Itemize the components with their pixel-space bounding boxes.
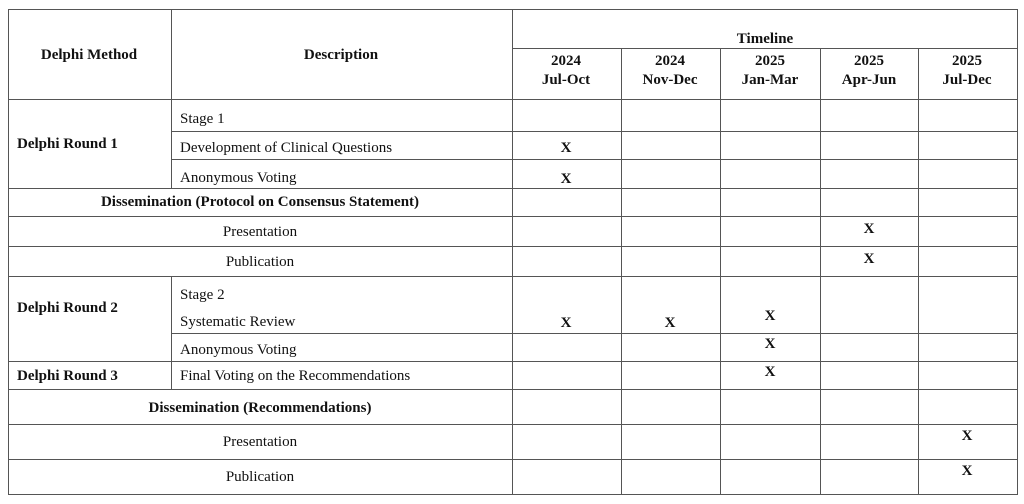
method-label: Delphi Round 3 (17, 368, 118, 384)
period-year: 2025 (755, 53, 785, 69)
period-year: 2025 (854, 53, 884, 69)
schedule-mark: X (764, 336, 776, 352)
description-label: Final Voting on the Recommendations (180, 368, 411, 384)
grid-line (8, 9, 9, 495)
grid-line (918, 48, 919, 495)
grid-line (8, 216, 1018, 217)
description-label: Stage 2 (180, 287, 225, 303)
schedule-mark: X (664, 315, 676, 331)
header-method: Delphi Method (40, 47, 138, 63)
grid-line (720, 48, 721, 495)
period-year: 2024 (551, 53, 581, 69)
description-label: Publication (225, 469, 295, 485)
grid-line (8, 9, 1018, 10)
grid-line (8, 276, 1018, 277)
description-label: Presentation (222, 224, 298, 240)
period-range: Nov-Dec (642, 72, 698, 88)
schedule-mark: X (961, 428, 973, 444)
description-label: Publication (225, 254, 295, 270)
schedule-mark: X (560, 140, 572, 156)
grid-line (171, 159, 1018, 160)
grid-line (171, 333, 1018, 334)
schedule-mark: X (863, 221, 875, 237)
grid-line (8, 246, 1018, 247)
period-year: 2025 (952, 53, 982, 69)
schedule-mark: X (560, 171, 572, 187)
description-label: Anonymous Voting (180, 342, 297, 358)
header-description: Description (303, 47, 379, 63)
schedule-mark: X (764, 364, 776, 380)
grid-line (8, 361, 1018, 362)
description-label: Anonymous Voting (180, 170, 297, 186)
header-timeline: Timeline (736, 31, 794, 47)
period-year: 2024 (655, 53, 685, 69)
dissemination-heading: Dissemination (Protocol on Consensus Statement) (100, 194, 420, 210)
period-range: Jul-Dec (942, 72, 992, 88)
grid-line (8, 459, 1018, 460)
grid-line (1017, 9, 1018, 495)
dissemination-heading: Dissemination (Recommendations) (148, 400, 372, 416)
grid-line (8, 494, 1018, 495)
period-range: Apr-Jun (841, 72, 897, 88)
schedule-mark: X (961, 463, 973, 479)
grid-line (8, 99, 1018, 100)
description-label: Presentation (222, 434, 298, 450)
grid-line (8, 389, 1018, 390)
grid-line (171, 131, 1018, 132)
grid-line (820, 48, 821, 495)
grid-line (8, 424, 1018, 425)
method-label: Delphi Round 2 (17, 300, 118, 316)
schedule-mark: X (560, 315, 572, 331)
method-label: Delphi Round 1 (17, 136, 118, 152)
description-label: Systematic Review (180, 314, 296, 330)
schedule-mark: X (764, 308, 776, 324)
grid-line (512, 9, 513, 495)
grid-line (8, 188, 1018, 189)
description-label: Stage 1 (180, 111, 225, 127)
period-range: Jul-Oct (541, 72, 591, 88)
period-range: Jan-Mar (741, 72, 799, 88)
schedule-mark: X (863, 251, 875, 267)
description-label: Development of Clinical Questions (180, 140, 393, 156)
grid-line (512, 48, 1018, 49)
grid-line (621, 48, 622, 495)
